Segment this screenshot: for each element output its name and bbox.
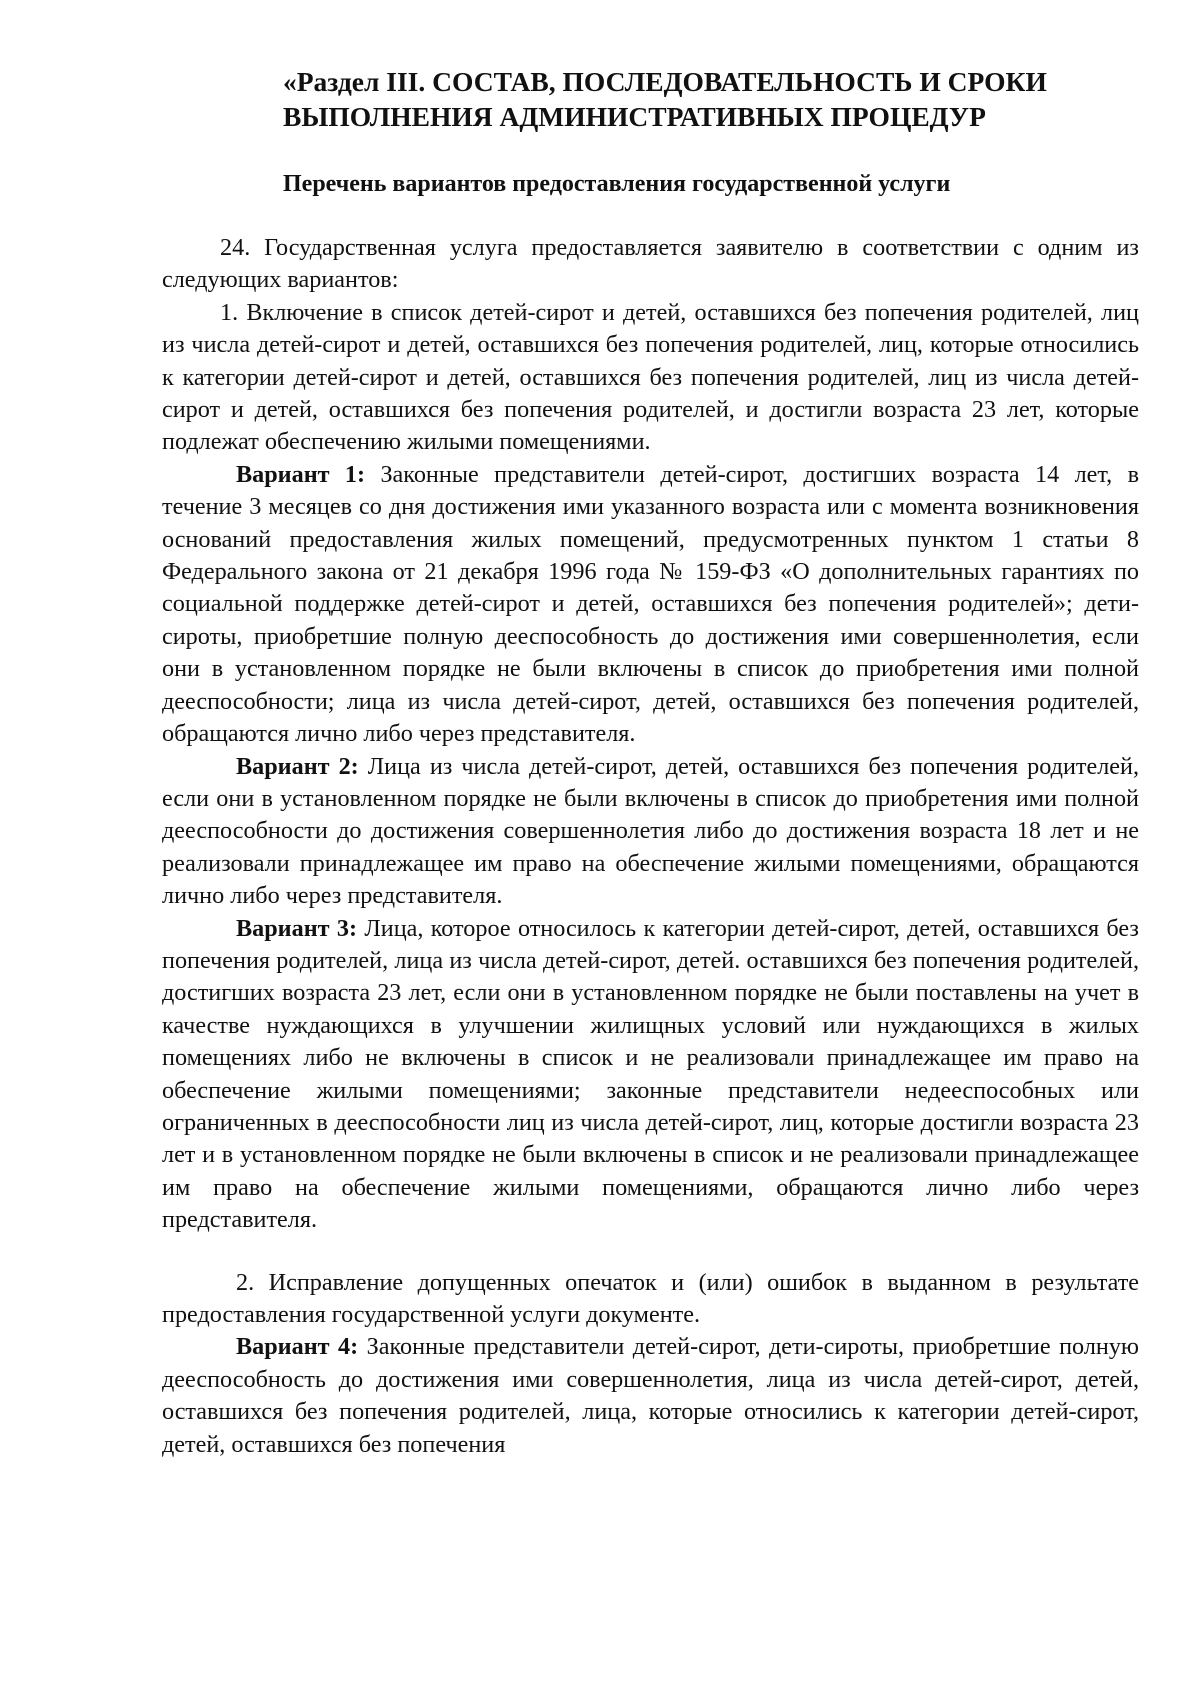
variant-2-text: Лица из числа детей-сирот, детей, оставшихся без попечения родителей, если они в установленном порядке не были включены в список до приобретения ими полной дееспособности до достижения совершеннолетия либо до достижения возраста 18 лет и не реализовали принадлежащее им право на обеспечение жилыми помещениями, обращаются лично либо через представителя. xyxy=(162,752,1139,910)
variant-1-paragraph xyxy=(162,459,1139,751)
paragraph-spacer xyxy=(162,1237,1139,1267)
variant-4-text: Законные представители детей-сирот, дети-сироты, приобретшие полную дееспособность до достижения ими совершеннолетия, лица из числа детей-сирот, детей, оставшихся без попечения родителей, лица, которые относились к категории детей-сирот, детей, оставшихся без попечения xyxy=(162,1333,1140,1458)
document-body xyxy=(162,232,1139,1461)
variant-3-label: Вариант 3: xyxy=(236,914,358,942)
list-item-2: 2. Исправление допущенных опечаток и (или) ошибок в выданном в результате предоставления государственной услуги документе. xyxy=(162,1268,1139,1328)
variant-3-paragraph xyxy=(162,913,1139,1237)
section-title xyxy=(283,64,1143,134)
paragraph-24: 24. Государственная услуга предоставляется заявителю в соответствии с одним из следующих вариантов: xyxy=(162,234,1139,294)
variant-4-label: Вариант 4: xyxy=(236,1333,359,1361)
variant-4-paragraph xyxy=(162,1331,1139,1461)
variant-2-label: Вариант 2: xyxy=(236,752,359,780)
variant-1-text: Законные представители детей-сирот, достигших возраста 14 лет, в течение 3 месяцев со дня достижения ими указанного возраста или с момента возникновения оснований предоставления жилых помещений, предусмотренных пунктом 1 статьи 8 Федерального закона от 21 декабря 1996 года № 159-ФЗ «О дополнительных гарантиях по социальной поддержке детей-сирот и детей, оставшихся без попечения родителей»; дети-сироты, приобретшие полную дееспособность до достижения ими совершеннолетия, если они в установленном порядке не были включены в список до приобретения ими полной дееспособности; лица из числа детей-сирот, детей, оставшихся без попечения родителей, обращаются лично либо через представителя. xyxy=(162,460,1139,748)
section-title-line-2: ВЫПОЛНЕНИЯ АДМИНИСТРАТИВНЫХ ПРОЦЕДУР xyxy=(283,101,986,132)
list-item-1: 1. Включение в список детей-сирот и детей, оставшихся без попечения родителей, лиц из числа детей-сирот и детей, оставшихся без попечения родителей, лиц, которые относились к категории детей-сирот и детей, оставшихся без попечения родителей, лиц из числа детей-сирот и детей, оставшихся без попечения родителей, и достигли возраста 23 лет, которые подлежат обеспечению жилыми помещениями. xyxy=(162,298,1139,456)
variant-3-text: Лица, которое относилось к категории детей-сирот, детей, оставшихся без попечения родителей, лица из числа детей-сирот, детей. оставшихся без попечения родителей, достигших возраста 23 лет, если они в установленном порядке не были поставлены на учет в качестве нуждающихся в улучшении жилищных условий или нуждающихся в жилых помещениях либо не включены в список и не реализовали принадлежащее им право на обеспечение жилыми помещениями; законные представители недееспособных или ограниченных в дееспособности лиц из числа детей-сирот, лиц, которые достигли возраста 23 лет и в установленном порядке не были включены в список и не реализовали принадлежащее им право на обеспечение жилыми помещениями, обращаются лично либо через представителя. xyxy=(162,914,1139,1234)
variant-2-paragraph xyxy=(162,751,1139,913)
section-subtitle: Перечень вариантов предоставления государственной услуги xyxy=(283,171,951,197)
variant-1-label: Вариант 1: xyxy=(236,460,366,488)
section-title-line-1: «Раздел III. СОСТАВ, ПОСЛЕДОВАТЕЛЬНОСТЬ И СРОКИ xyxy=(283,66,1047,97)
